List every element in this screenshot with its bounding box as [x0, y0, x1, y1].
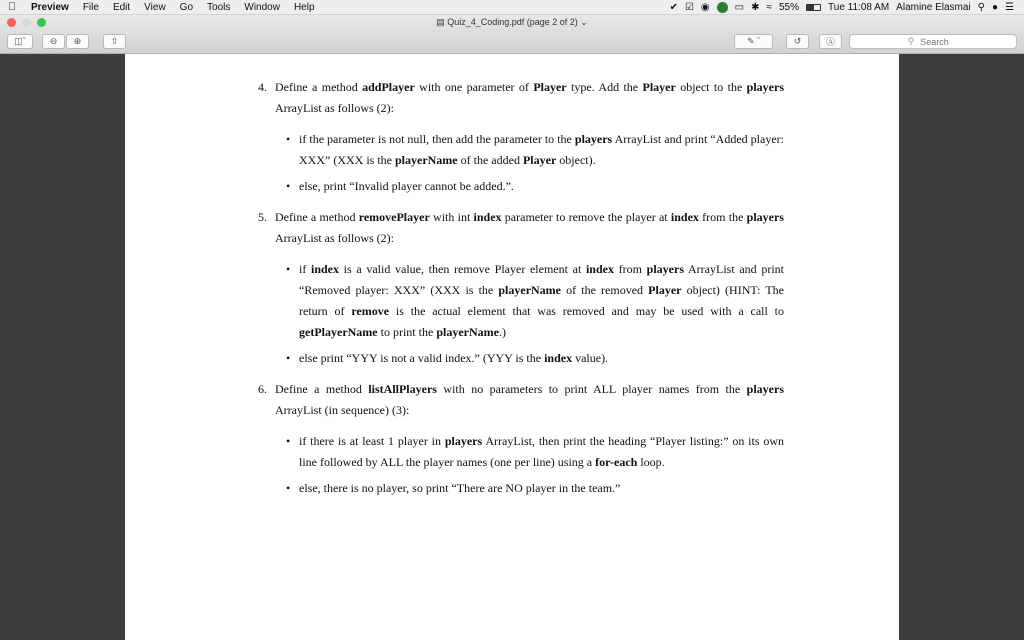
chevron-down-icon[interactable]: ⌄: [580, 17, 588, 27]
battery-level: [807, 5, 814, 10]
menu-help[interactable]: Help: [293, 1, 315, 13]
question-5-bullets: [286, 259, 784, 369]
share-icon: ⇧: [110, 36, 119, 46]
list-item: • else, print “Invalid player cannot be added.”.: [286, 179, 514, 193]
menu-app[interactable]: Preview: [31, 1, 69, 13]
menu-go[interactable]: Go: [179, 1, 194, 13]
window-title-text: Quiz_4_Coding.pdf (page 2 of 2): [447, 17, 578, 27]
menu-file[interactable]: File: [82, 1, 99, 13]
question-text: Define a method listAllPlayers with no parameters to print ALL player names from the players ArrayList (in sequence) (3):: [275, 382, 785, 417]
spotlight-icon[interactable]: ⚲: [977, 1, 985, 13]
zoom-out-icon: ⊖: [49, 36, 58, 46]
checkmark-circle-icon[interactable]: ☑: [684, 1, 694, 13]
list-item: • if index is a valid value, then remove Player element at index from players ArrayList and print “Removed player: XXX” (XXX is the playerName of the removed Player object) (HINT: The return of remove is the actual element that was removed and may be used with a call to getPlayerName to print the playerName.): [286, 262, 784, 339]
zoom-out-button[interactable]: [42, 34, 65, 49]
clock[interactable]: Tue 11:08 AM: [828, 1, 890, 13]
bluetooth-icon[interactable]: ✱: [751, 1, 760, 13]
share-button[interactable]: [103, 34, 126, 49]
sidebar-toggle-button[interactable]: [7, 34, 33, 49]
window-toolbar: [0, 15, 1024, 54]
zoom-in-icon: ⊕: [73, 36, 82, 46]
list-item: • if the parameter is not null, then add the parameter to the players ArrayList and print “Added player: XXX” (XXX is the playerName of the added Player object).: [286, 132, 784, 167]
search-field[interactable]: [849, 34, 1017, 49]
question-4-bullets: [286, 129, 784, 197]
list-item: • else, there is no player, so print “There are NO player in the team.”: [286, 481, 621, 495]
zoom-in-button[interactable]: [66, 34, 89, 49]
app-status-icon[interactable]: ◉: [700, 1, 710, 13]
question-number: 5.: [258, 210, 267, 224]
wifi-icon[interactable]: ≈: [766, 1, 772, 13]
menu-tools[interactable]: Tools: [207, 1, 231, 13]
menu-view[interactable]: View: [144, 1, 166, 13]
menu-bar: [0, 0, 1024, 15]
question-5: [258, 207, 784, 249]
window-title: [0, 17, 1024, 28]
pdf-page: [125, 54, 899, 640]
scribble-icon[interactable]: ✔: [669, 1, 678, 13]
markup-icon: Ⓐ: [825, 37, 835, 47]
airplay-icon[interactable]: ▭: [734, 1, 745, 13]
battery-icon[interactable]: [806, 4, 821, 11]
question-text: Define a method removePlayer with int index parameter to remove the player at index from the players ArrayList as follows (2):: [275, 210, 784, 245]
question-6: [258, 379, 784, 421]
question-number: 4.: [258, 80, 267, 94]
markup-toolbar-button[interactable]: [819, 34, 842, 49]
question-text: Define a method addPlayer with one parameter of Player type. Add the Player object to the players ArrayList as follows (2):: [275, 80, 784, 115]
question-4: [258, 77, 784, 119]
search-input[interactable]: [918, 36, 958, 48]
question-number: 6.: [258, 382, 267, 396]
notification-center-icon[interactable]: ☰: [1005, 1, 1014, 13]
user-name[interactable]: Alamine Elasmai: [896, 1, 971, 13]
pdf-file-icon: ▤: [436, 17, 445, 27]
list-item: • else print “YYY is not a valid index.” (YYY is the index value).: [286, 351, 609, 365]
status-area: [670, 2, 1024, 13]
menu-window[interactable]: Window: [244, 1, 280, 13]
siri-icon[interactable]: ●: [991, 1, 999, 13]
shield-icon[interactable]: [717, 2, 728, 13]
markup-pen-button[interactable]: [734, 34, 773, 49]
pen-icon: ✎ ˇ: [746, 36, 761, 46]
list-item: • if there is at least 1 player in players ArrayList, then print the heading “Player listing:” on its own line followed by ALL the player names (one per line) using a for-each loop.: [286, 434, 784, 469]
rotate-icon: ↺: [793, 36, 802, 46]
sidebar-icon: ◫ˇ: [14, 36, 26, 46]
battery-percent[interactable]: 55%: [779, 1, 800, 13]
question-6-bullets: [286, 431, 784, 499]
apple-icon[interactable]: [0, 1, 24, 13]
menu-edit[interactable]: Edit: [112, 1, 131, 13]
document-content: [258, 77, 784, 509]
rotate-button[interactable]: [786, 34, 809, 49]
search-icon: ⚲: [907, 36, 915, 46]
